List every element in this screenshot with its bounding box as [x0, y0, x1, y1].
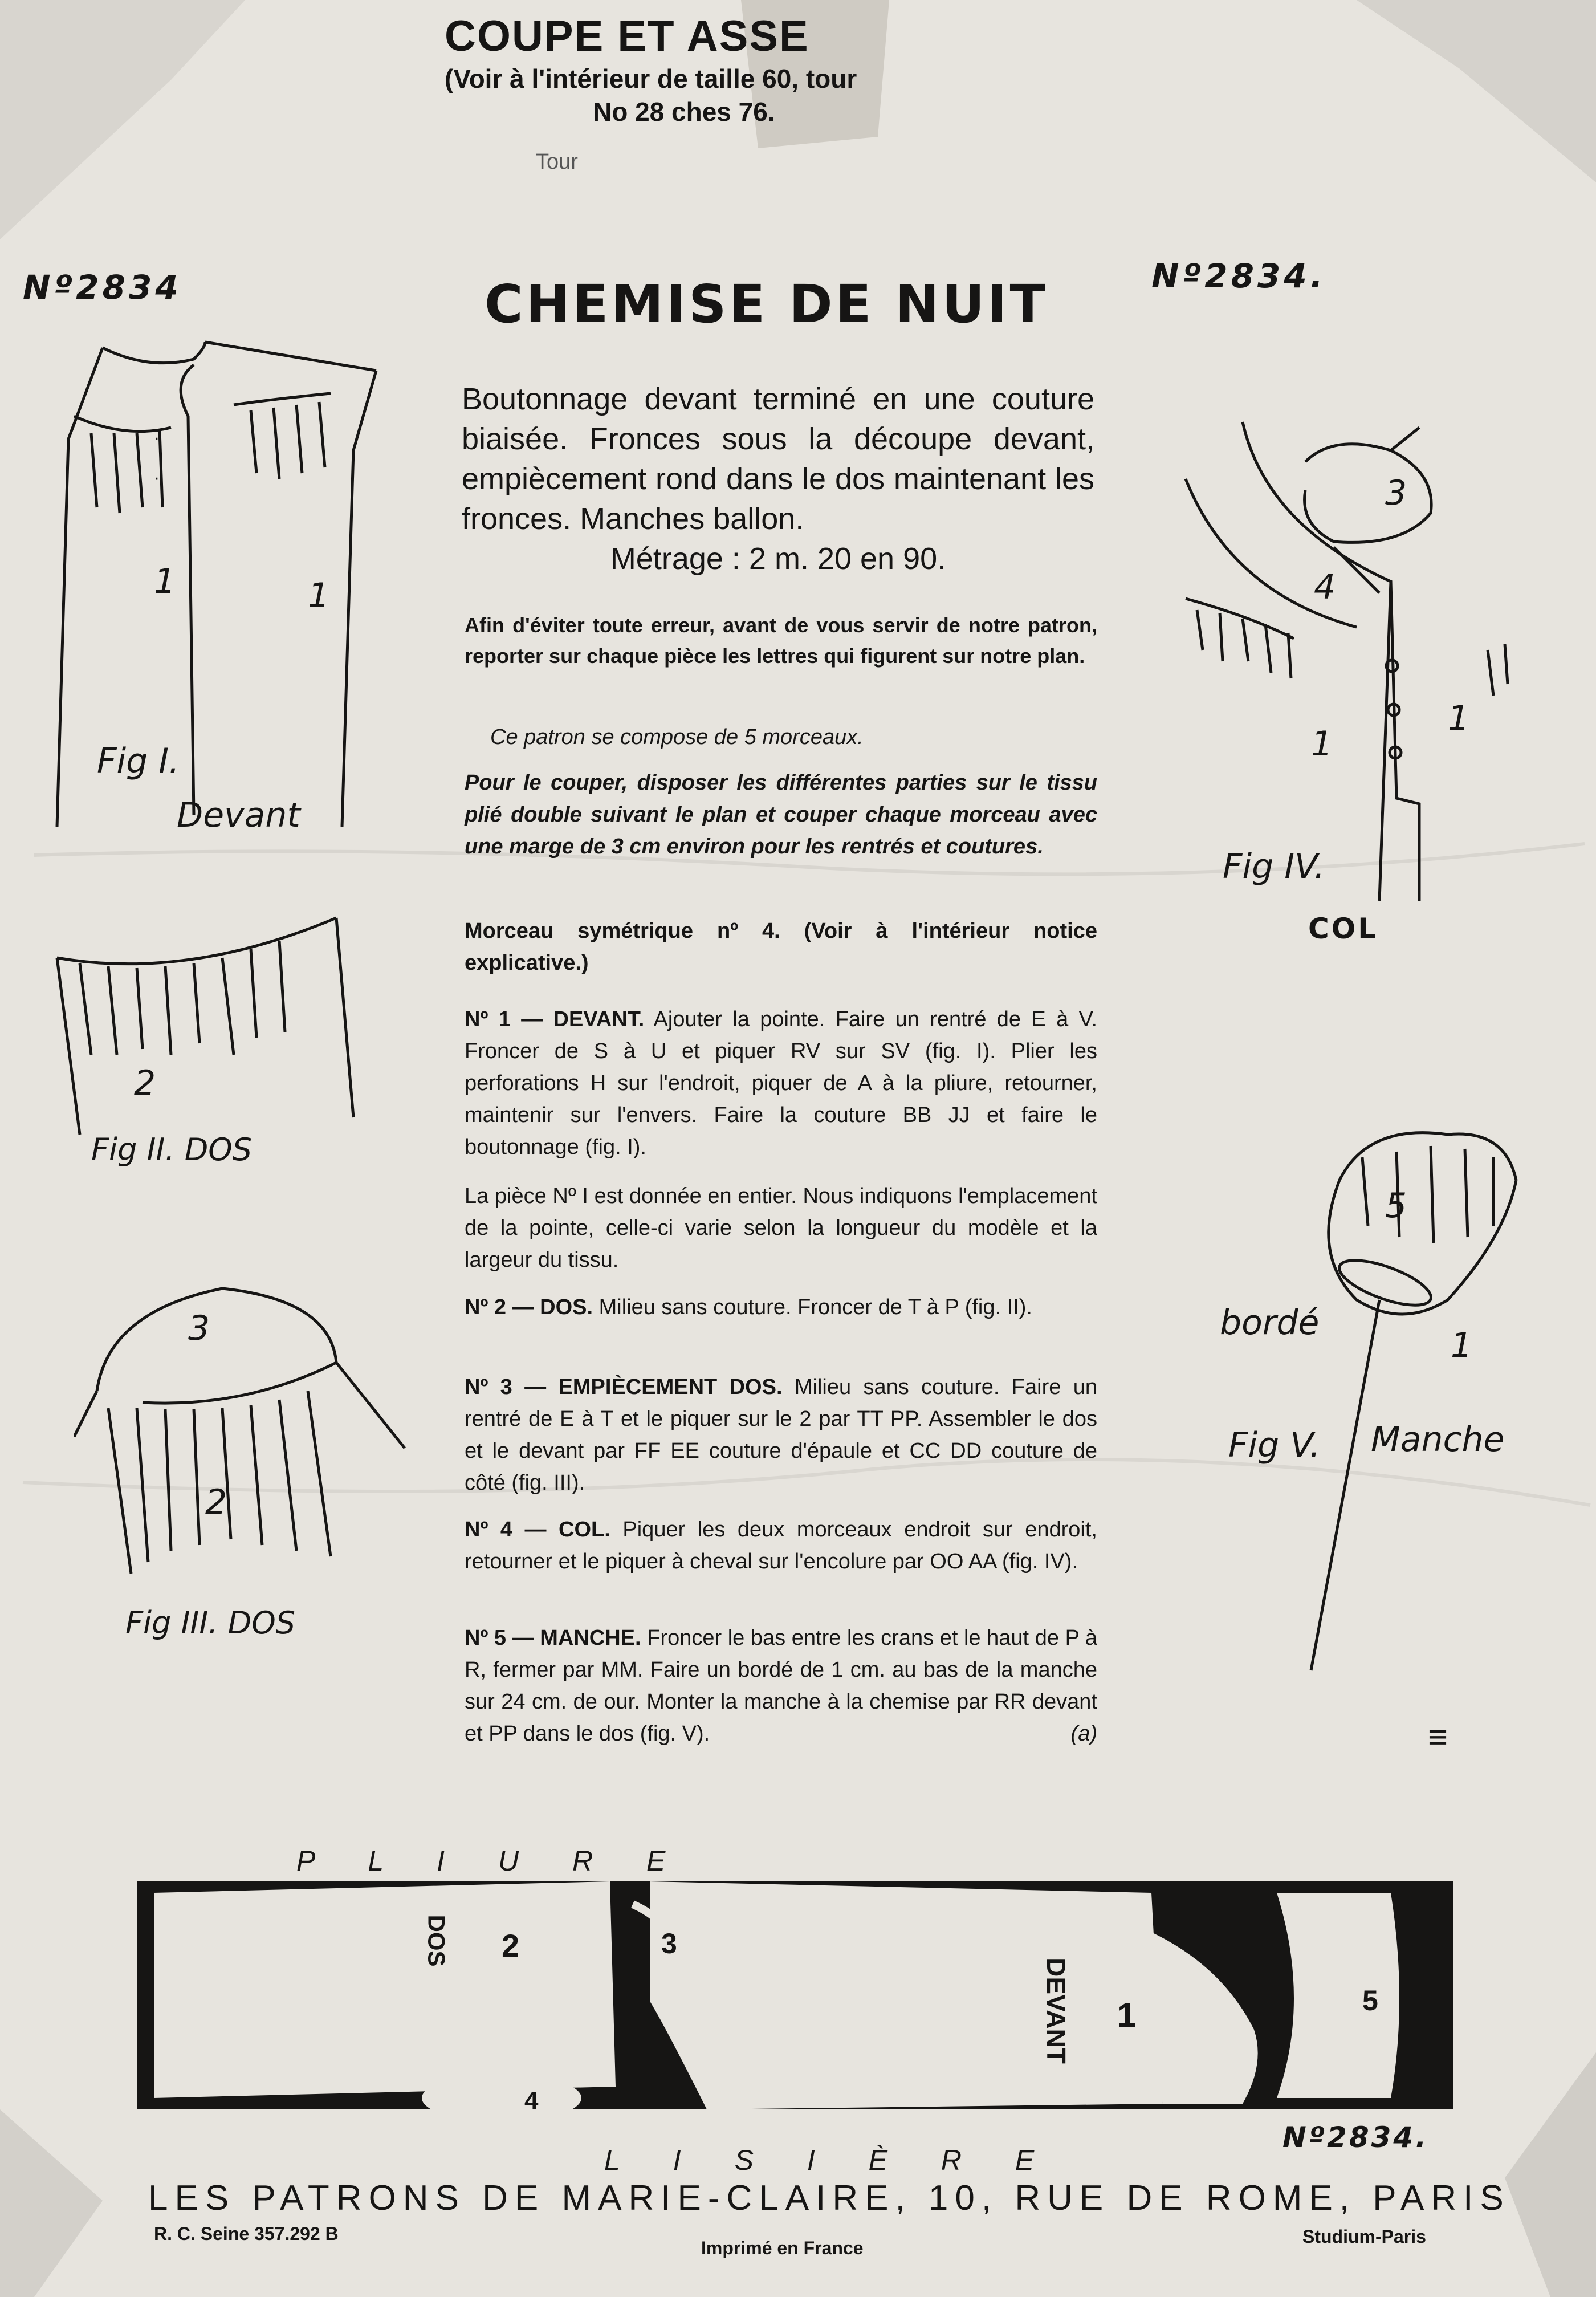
figure-1-num-b: 1: [308, 576, 330, 616]
figure-4-num-1a: 1: [1311, 724, 1333, 764]
figure-3-num-2: 2: [205, 1482, 227, 1522]
layout-piece-2: 2: [502, 1928, 520, 1963]
layout-lisiere: L I S I È R E: [604, 2144, 1057, 2176]
piece-4-text: Piquer les deux morceaux endroit sur endroit, retourner et le piquer à cheval sur l'encolure par OO AA (fig. IV).: [465, 1518, 1097, 1574]
figure-4-num-1b: 1: [1448, 698, 1470, 738]
footer-imprime: Imprimé en France: [701, 2238, 864, 2258]
instructions-piece-5: [465, 1622, 1097, 1750]
instructions-preamble: Afin d'éviter toute erreur, avant de vous servir de notre patron, reporter sur chaque pièce les lettres qui figurent sur notre plan.: [465, 613, 1097, 668]
figure-4-num-3: 3: [1385, 473, 1407, 513]
instructions-piece-1: [465, 1003, 1097, 1163]
figure-5-num-1: 1: [1451, 1326, 1473, 1365]
figure-4-label: Fig IV.: [1223, 847, 1325, 887]
figure-2-num: 2: [134, 1063, 156, 1103]
piece-1-text: Ajouter la pointe. Faire un rentré de E à V. Froncer de S à U et piquer RV sur SV (fig. I). Plier les perforations H sur l'endroit, piquer de A à la pliure, retourner, maintenir sur l'envers. Faire la couture BB JJ et faire le boutonnage (fig. I).: [465, 1007, 1098, 1159]
figure-2-label: Fig II. DOS: [91, 1132, 253, 1168]
intro-description: [462, 379, 1094, 579]
instructions-piece-count: Ce patron se compose de 5 morceaux.: [490, 725, 864, 749]
figure-1-label: Fig I.: [97, 741, 180, 781]
piece-3-text: Milieu sans couture. Faire un rentré de E à T et le piquer sur le 2 par TT PP. Assembler le dos et le devant par FF EE couture d'épaule et CC DD couture de côté (fig. III).: [465, 1375, 1098, 1495]
page-title: CHEMISE DE NUIT: [484, 274, 1049, 335]
svg-text:·: ·: [154, 429, 160, 449]
footer-rc: R. C. Seine 357.292 B: [154, 2223, 339, 2244]
pattern-number-right: Nº2834.: [1151, 257, 1326, 295]
figure-5-num: 5: [1385, 1186, 1407, 1226]
footer-studium: Studium-Paris: [1302, 2226, 1426, 2247]
figure-4-num-4: 4: [1314, 567, 1336, 607]
layout-dos: DOS: [423, 1914, 450, 1967]
figure-2-dos-drawing: [46, 906, 365, 1146]
layout-piece-4: 4: [524, 2087, 539, 2115]
figure-3-num-3: 3: [188, 1308, 210, 1348]
figure-5-borde: bordé: [1220, 1303, 1320, 1343]
figure-5-name: Manche: [1371, 1420, 1505, 1459]
piece-2-heading: Nº 2 — DOS.: [465, 1295, 593, 1319]
layout-pliure: P L I U R E: [296, 1845, 689, 1877]
instructions-piece-4: [465, 1514, 1097, 1578]
instructions-piece-3: [465, 1371, 1097, 1499]
footer-publisher: LES PATRONS DE MARIE-CLAIRE, 10, RUE DE ROME, PARIS: [148, 2178, 1510, 2218]
figure-5-manche-drawing: [1300, 1112, 1539, 1682]
figure-1-devant-drawing: [34, 336, 399, 849]
header-line-2: (Voir à l'intérieur de taille 60, tour: [445, 64, 857, 93]
figure-5-label: Fig V.: [1228, 1425, 1321, 1465]
pattern-number-left: Nº2834: [23, 268, 182, 307]
envelope-header: [445, 11, 1129, 174]
piece-2-text: Milieu sans couture. Froncer de T à P (fig. II).: [598, 1295, 1032, 1319]
piece-1-heading: Nº 1 — DEVANT.: [465, 1007, 645, 1031]
figure-1-name: Devant: [177, 795, 300, 835]
piece-5-heading: Nº 5 — MANCHE.: [465, 1626, 641, 1650]
svg-text:·: ·: [154, 469, 160, 489]
instructions-piece-2: [465, 1291, 1097, 1323]
layout-piece-5: 5: [1362, 1985, 1378, 2017]
layout-pattern-number: Nº2834.: [1282, 2121, 1429, 2154]
header-line-4: Tour: [536, 150, 578, 174]
figure-4-name: COL: [1308, 912, 1379, 945]
piece-4-heading: Nº 4 — COL.: [465, 1518, 610, 1542]
marker-glyph: ≡: [1428, 1718, 1448, 1756]
figure-3-dos-drawing: [74, 1277, 416, 1596]
instructions-piece-1-note: La pièce Nº I est donnée en entier. Nous indiquons l'emplacement de la pointe, celle-ci varie selon la longueur du modèle et la largeur du tissu.: [465, 1184, 1097, 1272]
intro-metrage: Métrage : 2 m. 20 en 90.: [610, 542, 946, 576]
piece-5-text: Froncer le bas entre les crans et le haut de P à R, fermer par MM. Faire un bordé de 1 cm. au bas de la manche sur 24 cm. de our. Monter la manche à la chemise par RR devant et PP dans le dos (fig. V).: [465, 1626, 1097, 1746]
cutting-layout-plan: [137, 1859, 1453, 2132]
instructions-symmetric: Morceau symétrique nº 4. (Voir à l'intérieur notice explicative.): [465, 919, 1097, 975]
intro-text: Boutonnage devant terminé en une couture biaisée. Fronces sous la découpe devant, empiècement rond dans le dos maintenant les fronces. Manches ballon.: [462, 382, 1094, 536]
piece-5-tail: (a): [1070, 1722, 1097, 1746]
layout-devant: DEVANT: [1041, 1958, 1071, 2064]
header-line-3: No 28 ches 76.: [593, 97, 775, 127]
instructions-cutting: Pour le couper, disposer les différentes parties sur le tissu plié double suivant le plan et couper chaque morceau avec une marge de 3 cm environ pour les rentrés et coutures.: [465, 771, 1097, 859]
layout-piece-3: 3: [661, 1928, 677, 1959]
figure-1-num-a: 1: [154, 562, 176, 601]
piece-3-heading: Nº 3 — EMPIÈCEMENT DOS.: [465, 1375, 783, 1399]
header-line-1: COUPE ET ASSE: [445, 12, 809, 60]
layout-piece-1: 1: [1117, 1996, 1137, 2034]
figure-3-label: Fig III. DOS: [125, 1605, 295, 1641]
